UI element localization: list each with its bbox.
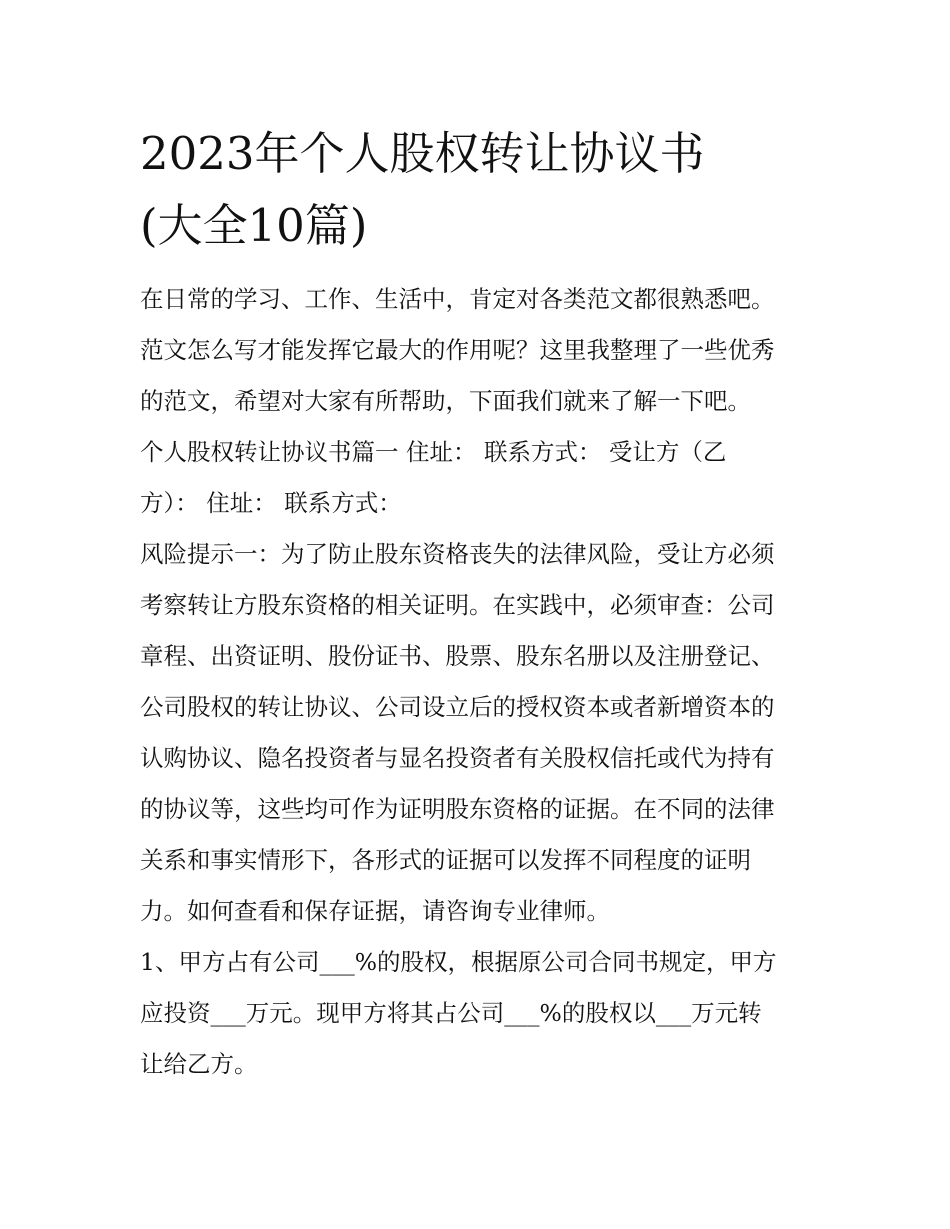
document-body	[140, 274, 820, 1090]
body-line: 认购协议、隐名投资者与显名投资者有关股权信托或代为持有	[140, 744, 775, 772]
body-line: 的范文，希望对大家有所帮助，下面我们就来了解一下吧。	[140, 387, 751, 415]
body-line: 风险提示一：为了防止股东资格丧失的法律风险，受让方必须	[140, 540, 775, 568]
body-line: 关系和事实情形下，各形式的证据可以发挥不同程度的证明	[140, 846, 751, 874]
title-line-2: (大全10篇)	[140, 199, 368, 252]
body-line: 考察转让方股东资格的相关证明。在实践中，必须审查：公司	[140, 591, 775, 619]
body-line: 让给乙方。	[140, 1050, 258, 1078]
body-line: 范文怎么写才能发挥它最大的作用呢？这里我整理了一些优秀	[140, 336, 775, 364]
body-line: 公司股权的转让协议、公司设立后的授权资本或者新增资本的	[140, 693, 775, 721]
body-line: 应投资___万元。现甲方将其占公司___%的股权以___万元转	[140, 999, 762, 1027]
document-title	[140, 118, 820, 262]
body-line: 的协议等，这些均可作为证明股东资格的证据。在不同的法律	[140, 795, 775, 823]
body-line: 章程、出资证明、股份证书、股票、股东名册以及注册登记、	[140, 642, 775, 670]
title-line-1: 2023年个人股权转让协议书	[140, 127, 705, 180]
document-page	[140, 118, 820, 1090]
body-line: 个人股权转让协议书篇一 住址： 联系方式： 受让方（乙	[140, 438, 727, 466]
body-line: 力。如何查看和保存证据，请咨询专业律师。	[140, 897, 610, 925]
body-line: 方）： 住址： 联系方式：	[140, 489, 402, 517]
body-line: 1、甲方占有公司___%的股权，根据原公司合同书规定，甲方	[140, 948, 777, 976]
body-line: 在日常的学习、工作、生活中，肯定对各类范文都很熟悉吧。	[140, 285, 775, 313]
